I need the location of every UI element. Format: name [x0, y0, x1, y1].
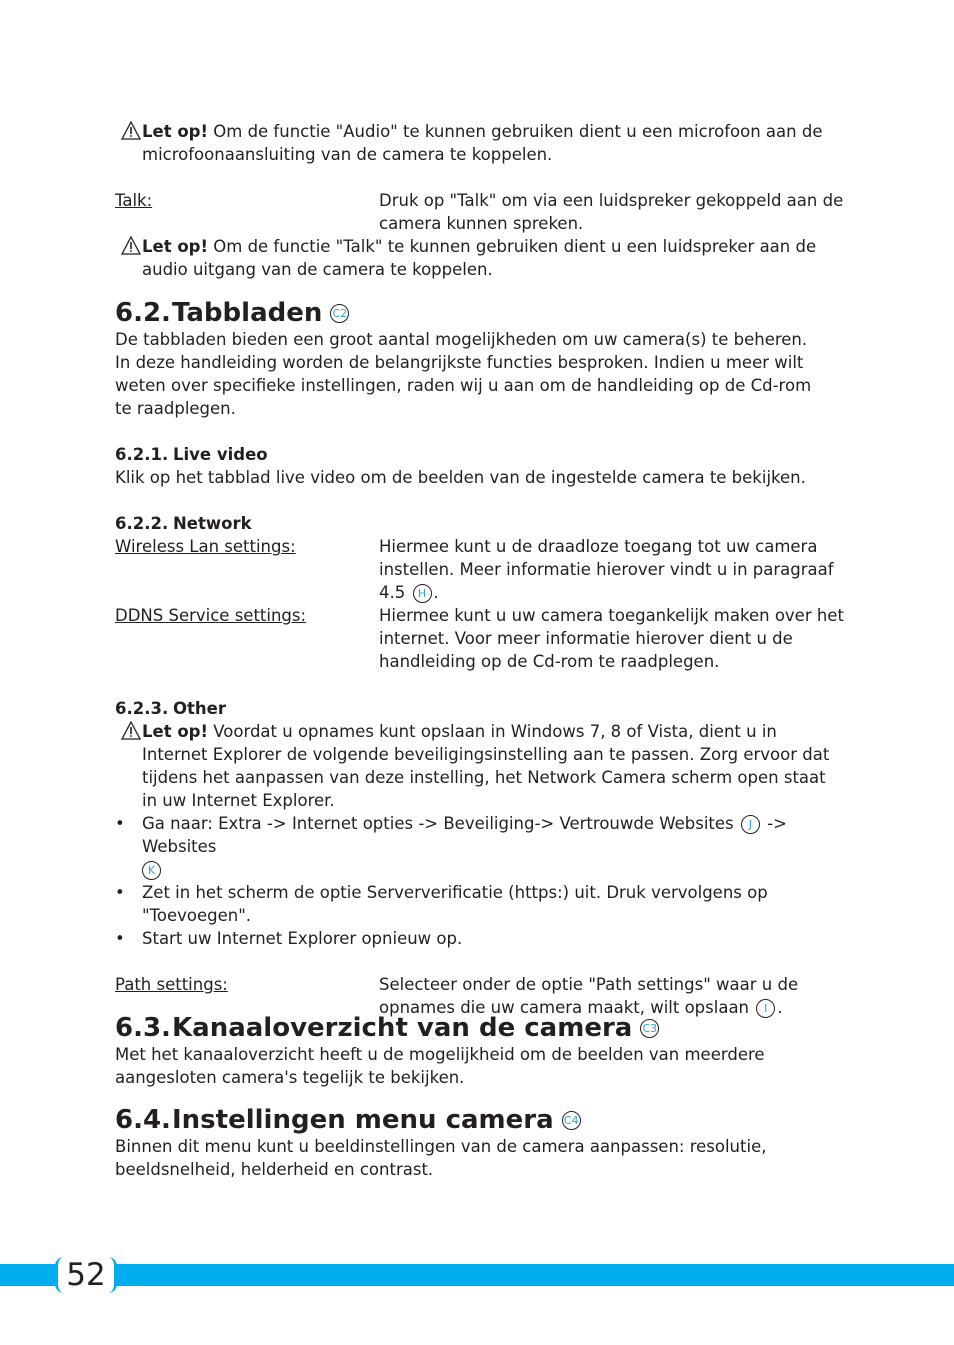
section-body: Met het kanaaloverzicht heeft u de mogelijkheid om de beelden van meerdere aangesloten camera's tegelijk te bekijken.: [115, 1045, 765, 1087]
list-item-text: -> Websites: [142, 814, 787, 856]
talk-warning-note: [115, 235, 845, 281]
reference-badge-h: H: [413, 584, 432, 603]
list-item: • Start uw Internet Explorer opnieuw op.: [115, 927, 845, 950]
section-number: 6.2.: [115, 298, 171, 328]
reference-badge-c4: C4: [562, 1111, 581, 1130]
subsection-title: Network: [173, 514, 252, 533]
ddns-setting: [115, 604, 845, 673]
section-title: Tabbladen: [172, 298, 323, 328]
warning-text: Om de functie "Talk" te kunnen gebruiken dient u een luidspreker aan de audio uitgang van de camera te koppelen.: [142, 237, 817, 279]
warning-icon: [121, 721, 141, 740]
page-number: 52: [55, 1257, 117, 1293]
section-heading: [115, 1013, 845, 1043]
section-heading: [115, 1105, 845, 1135]
section-other: [115, 697, 845, 1019]
subsection-heading: [115, 512, 845, 535]
section-title: Kanaaloverzicht van de camera: [172, 1013, 633, 1043]
warning-label: Let op!: [142, 722, 209, 741]
instruction-list: [115, 812, 845, 950]
warning-label: Let op!: [142, 237, 209, 256]
path-value: Selecteer onder de optie "Path settings" waar u de opnames die uw camera maakt, wilt opslaan: [379, 975, 799, 1017]
reference-badge-c2: C2: [330, 304, 349, 323]
warning-icon: [121, 121, 141, 140]
other-warning-note: [115, 720, 845, 812]
subsection-body: Klik op het tabblad live video om de beelden van de ingestelde camera te bekijken.: [115, 468, 806, 487]
section-kanaaloverzicht: [115, 1013, 845, 1089]
subsection-title: Other: [173, 699, 226, 718]
subsection-number: 6.2.3.: [115, 699, 169, 718]
wireless-lan-label: Wireless Lan settings:: [115, 537, 296, 556]
list-item-text: Ga naar: Extra -> Internet opties -> Beveiliging-> Vertrouwde Websites: [142, 814, 734, 833]
section-number: 6.4.: [115, 1105, 171, 1135]
subsection-title: Live video: [173, 445, 268, 464]
section-live-video: [115, 443, 845, 489]
list-item: [115, 812, 845, 881]
section-heading: [115, 298, 845, 328]
warning-text: Om de functie "Audio" te kunnen gebruiken dient u een microfoon aan de microfoonaansluiting van de camera te koppelen.: [142, 122, 823, 164]
talk-value: Druk op "Talk" om via een luidspreker gekoppeld aan de camera kunnen spreken.: [379, 191, 844, 233]
talk-setting: [115, 189, 845, 281]
path-setting: Path settings: Selecteer onder de optie "Path settings" waar u de opnames die uw camera maakt, wilt opslaan I .: [115, 975, 799, 1017]
section-instellingen-menu: [115, 1105, 845, 1181]
section-title: Instellingen menu camera: [172, 1105, 554, 1135]
ddns-value: Hiermee kunt u uw camera toegankelijk maken over het internet. Voor meer informatie hierover dient u de handleiding op de Cd-rom te raadplegen.: [379, 606, 844, 671]
subsection-heading: [115, 697, 845, 720]
warning-label: Let op!: [142, 122, 209, 141]
reference-badge-c3: C3: [640, 1019, 659, 1038]
path-label: Path settings:: [115, 975, 228, 994]
section-body: De tabbladen bieden een groot aantal mogelijkheden om uw camera(s) te beheren. In deze handleiding worden de belangrijkste functies besproken. Indien u meer wilt weten over specifieke instellingen, raden wij u aan om de handleiding op de Cd-rom te raadplegen.: [115, 330, 812, 418]
section-tabbladen: [115, 298, 845, 420]
section-body: Binnen dit menu kunt u beeldinstellingen van de camera aanpassen: resolutie, beeldsnelheid, helderheid en contrast.: [115, 1137, 767, 1179]
warning-icon: [121, 236, 141, 255]
reference-badge-i: I: [756, 999, 775, 1018]
list-item: • Zet in het scherm de optie Serververificatie (https:) uit. Druk vervolgens op "Toevoegen".: [115, 881, 845, 927]
section-network: [115, 512, 845, 673]
talk-label: Talk:: [115, 191, 153, 210]
wireless-lan-value: Hiermee kunt u de draadloze toegang tot uw camera instellen. Meer informatie hierover vindt u in paragraaf 4.5: [379, 537, 834, 602]
reference-badge-j: J: [741, 815, 760, 834]
footer-bar: [0, 1264, 954, 1286]
reference-badge-k: K: [142, 861, 161, 880]
warning-text: Voordat u opnames kunt opslaan in Windows 7, 8 of Vista, dient u in Internet Explorer de volgende beveiligingsinstelling aan te passen. Zorg ervoor dat tijdens het aanpassen van deze instelling, het Network Camera scherm open staat in uw Internet Explorer.: [142, 722, 830, 810]
section-number: 6.3.: [115, 1013, 171, 1043]
ddns-label: DDNS Service settings:: [115, 606, 307, 625]
subsection-heading: [115, 443, 845, 466]
subsection-number: 6.2.2.: [115, 514, 169, 533]
wireless-lan-setting: Wireless Lan settings: Hiermee kunt u de draadloze toegang tot uw camera instellen. Meer informatie hierover vindt u in paragraaf 4.5 H .: [115, 537, 834, 602]
audio-warning-note: [115, 120, 845, 166]
subsection-number: 6.2.1.: [115, 445, 169, 464]
